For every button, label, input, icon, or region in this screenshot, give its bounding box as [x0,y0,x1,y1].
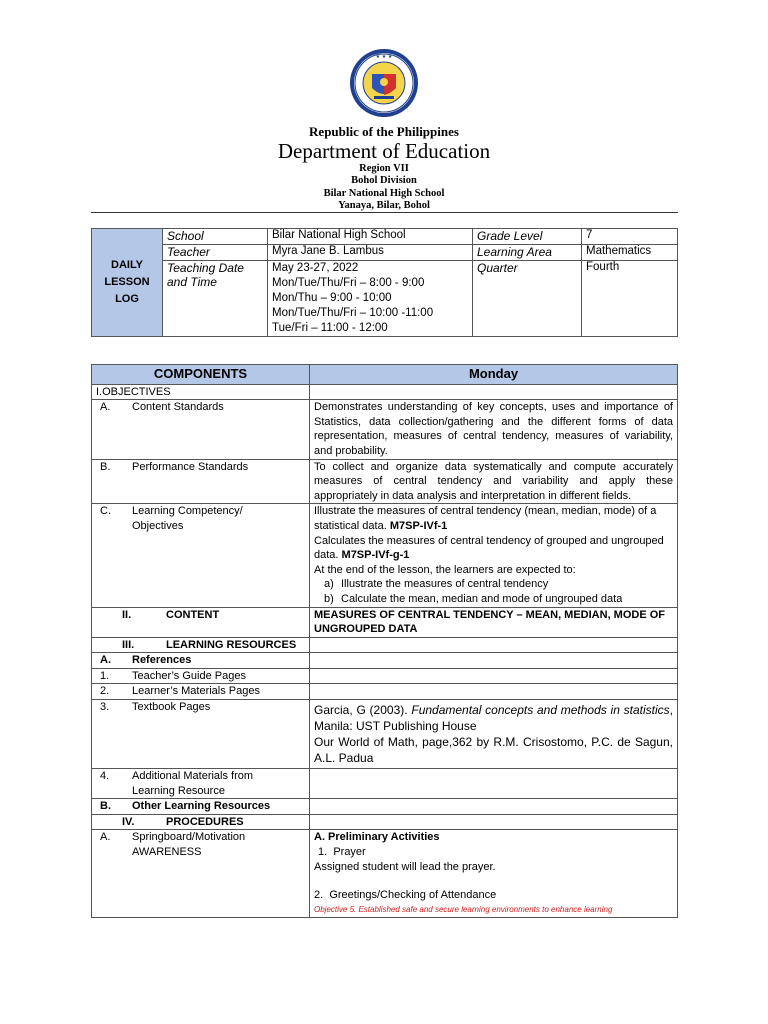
teaching-date-label: Teaching Date and Time [163,261,268,337]
content-heading: II. CONTENT [92,607,310,637]
teachers-guide-label: 1. Teacher’s Guide Pages [92,668,310,684]
region-line: Region VII [359,163,409,174]
learning-competency-label: C. Learning Competency/ Objectives [92,504,310,607]
school-value: Bilar National High School [268,229,473,245]
other-resources-label: B. Other Learning Resources [92,799,310,815]
content-standards-label: A. Content Standards [92,400,310,459]
daily-lesson-log-label: DAILY LESSON LOG [92,229,163,337]
quarter-value: Fourth [582,261,678,337]
content-standards-text: Demonstrates understanding of key concepts, uses and importance of Statistics, data collection/gathering and the different forms of data representation, measures of central tendency, measures of variability, and probability. [310,400,678,459]
teacher-label: Teacher [163,245,268,261]
teacher-value: Myra Jane B. Lambus [268,245,473,261]
learners-materials-label: 2. Learner’s Materials Pages [92,684,310,700]
school-line: Bilar National High School [323,188,445,199]
learning-competency-text: Illustrate the measures of central tendency (mean, median, mode) of a statistical data. M7SP-IVf-1 Calculates the measures of central tendency of grouped and ungrouped data. M7SP-IVf-g-1 At the end of the lesson, the learners are expected to: a) Illustrate the measures of central tendency b) Calculate the mean, median and mode of ungrouped data [310,504,678,607]
objective-note: Objective 5. Established safe and secure learning environments to enhance learning [314,904,613,914]
additional-materials-label: 4. Additional Materials from Learning Resource [92,769,310,799]
address-line: Yanaya, Bilar, Bohol [338,200,430,211]
learning-area-value: Mathematics [582,245,678,261]
school-label: School [163,229,268,245]
components-header: COMPONENTS [92,365,310,385]
learning-resources-heading: III. LEARNING RESOURCES [92,637,310,653]
procedures-heading: IV. PROCEDURES [92,814,310,830]
deped-seal-logo [344,48,424,118]
textbook-pages-text: Garcia, G (2003). Fundamental concepts and methods in statistics, Manila: UST Publishing House Our World of Math, page,362 by R.M. Crisostomo, P.C. de Sagun, A.L. Padua [310,700,678,769]
svg-text:★ ★ ★: ★ ★ ★ [375,54,393,60]
performance-standards-label: B. Performance Standards [92,459,310,504]
division-line: Bohol Division [351,175,417,186]
grade-level-value: 7 [582,229,678,245]
objectives-heading: I.OBJECTIVES [92,384,310,400]
monday-header: Monday [310,365,678,385]
content-text: MEASURES OF CENTRAL TENDENCY – MEAN, MEDIAN, MODE OF UNGROUPED DATA [310,607,678,637]
textbook-pages-label: 3. Textbook Pages [92,700,310,769]
lesson-info-table [91,228,678,337]
header-divider [91,212,678,213]
quarter-label: Quarter [473,261,582,337]
performance-standards-text: To collect and organize data systematically and compute accurately measures of central tendency and variability and apply these appropriately in data analysis and interpretation in different fields. [310,459,678,504]
department-heading: Department of Education [277,139,491,163]
preliminary-activities: A. Preliminary Activities 1. Prayer Assigned student will lead the prayer. 2. Greetings/Checking of Attendance Objective 5. Established safe and secure learning environments to enhance learning [310,830,678,918]
references-label: A. References [92,653,310,669]
republic-heading: Republic of the Philippines [309,124,459,139]
learning-area-label: Learning Area [473,245,582,261]
teaching-date-value: May 23-27, 2022 Mon/Tue/Thu/Fri – 8:00 - 9:00 Mon/Thu – 9:00 - 10:00 Mon/Tue/Thu/Fri – 10:00 -11:00 Tue/Fri – 11:00 - 12:00 [268,261,473,337]
springboard-label: A. Springboard/Motivation AWARENESS [92,830,310,918]
grade-level-label: Grade Level [473,229,582,245]
components-table [91,364,678,918]
